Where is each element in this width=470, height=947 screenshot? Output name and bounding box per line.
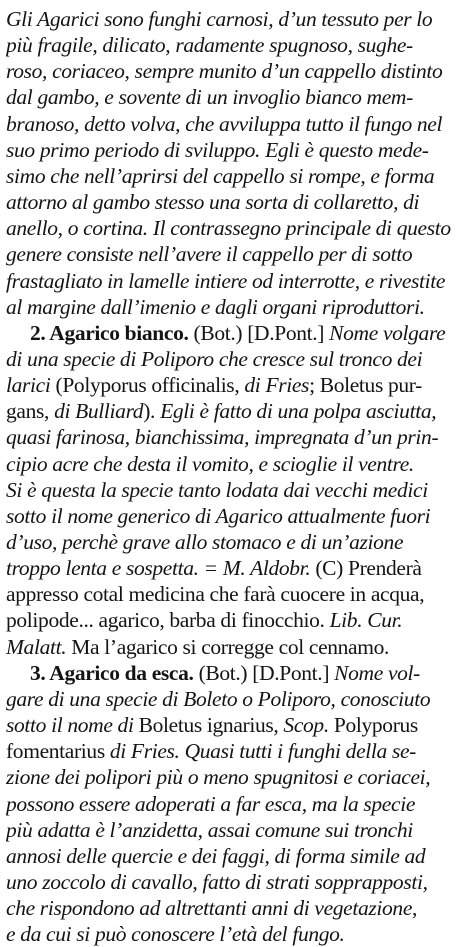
text-segment: larici	[6, 373, 51, 398]
text-segment: Lib. Cur.	[329, 608, 403, 633]
text-segment: (Polyporus officinalis,	[50, 373, 245, 398]
text-line	[6, 346, 464, 372]
text-line	[6, 163, 464, 189]
text-segment: sotto il nome generico di Agarico attualmente fuori	[6, 503, 431, 528]
text-line	[6, 477, 464, 503]
text-segment: gare di una specie di Boleto o Poliporo, conosciuto	[6, 686, 431, 711]
text-line	[6, 189, 464, 215]
text-segment: Malatt.	[6, 634, 67, 659]
text-line	[6, 111, 464, 137]
text-segment: al margine dall’imenio e dagli organi riproduttori.	[6, 294, 425, 319]
dictionary-page	[6, 4, 464, 947]
text-segment: cipio acre che desta il vomito, e scioglie il ventre.	[6, 451, 414, 476]
text-line	[6, 555, 464, 581]
text-segment: appresso cotal medicina che farà cuocere in acqua,	[6, 582, 425, 607]
text-segment: Nome vol-	[334, 660, 420, 685]
text-line	[6, 607, 464, 633]
text-line	[6, 58, 464, 84]
text-segment: Boletus ignarius,	[133, 713, 284, 738]
text-segment: frastagliato in lamelle intiere od interrotte, e rivestite	[6, 268, 446, 293]
text-segment: troppo lenta e sospetta. = M. Aldobr.	[6, 556, 311, 581]
text-segment: ).	[143, 399, 161, 424]
text-line	[6, 372, 464, 398]
text-line	[6, 581, 464, 607]
text-line	[6, 817, 464, 843]
text-segment: (Bot.) [D.Pont.]	[188, 320, 330, 345]
text-segment: dal gambo, e sovente di un invoglio bianco mem-	[6, 85, 413, 110]
text-line	[6, 32, 464, 58]
text-segment: Si è questa la specie tanto lodata dai vecchi medici	[6, 477, 428, 502]
text-segment: polipode... agarico, barba di finocchio.	[6, 608, 330, 633]
text-segment: uno zoccolo di cavallo, fatto di strati sopprapposti,	[6, 869, 428, 894]
text-segment: che rispondono ad altrettanti anni di vegetazione,	[6, 896, 418, 921]
text-segment: gans,	[6, 399, 55, 424]
text-line	[6, 215, 464, 241]
text-line	[6, 764, 464, 790]
text-segment: Polyporus	[328, 713, 418, 738]
text-segment: suo primo periodo di sviluppo. Egli è questo mede-	[6, 137, 429, 162]
text-line	[6, 137, 464, 163]
text-segment: sotto il nome di	[6, 713, 134, 738]
text-segment: annosi delle quercie e dei faggi, di forma simile ad	[6, 843, 426, 868]
text-segment: di Fries. Quasi tutti i funghi della se-	[109, 739, 416, 764]
text-line	[6, 634, 464, 660]
text-segment: ; Boletus pur-	[309, 373, 422, 398]
text-line	[6, 529, 464, 555]
text-segment: branoso, detto volva, che avviluppa tutto il fungo nel	[6, 111, 443, 136]
text-segment: possono essere adoperati a far esca, ma la specie	[6, 791, 416, 816]
text-line	[6, 294, 464, 320]
text-segment: simo che nell’aprirsi del cappello si rompe, e forma	[6, 163, 435, 188]
text-line	[6, 686, 464, 712]
text-segment: Scop.	[283, 713, 329, 738]
text-line	[30, 660, 464, 686]
text-segment: anello, o cortina. Il contrassegno principale di questo	[6, 216, 451, 241]
text-line	[6, 869, 464, 895]
text-line	[6, 712, 464, 738]
text-line	[6, 241, 464, 267]
text-segment: fomentarius	[6, 739, 110, 764]
text-line	[6, 398, 464, 424]
text-segment: di Bulliard	[54, 399, 144, 424]
text-line	[6, 843, 464, 869]
text-line	[6, 84, 464, 110]
text-line	[6, 451, 464, 477]
text-line	[6, 268, 464, 294]
text-segment: roso, coriaceo, sempre munito d’un cappello distinto	[6, 59, 443, 84]
text-segment: Gli Agarici sono funghi carnosi, d’un tessuto per lo	[6, 7, 433, 31]
entry-headword: 2. Agarico bianco.	[30, 320, 189, 345]
text-line	[6, 503, 464, 529]
text-line	[6, 791, 464, 817]
text-segment: e da cui si può conoscere l’età del fungo.	[6, 922, 345, 947]
text-line	[6, 424, 464, 450]
text-segment: attorno al gambo stesso una sorta di collaretto, di	[6, 190, 420, 215]
text-segment: (Bot.) [D.Pont.]	[193, 660, 335, 685]
text-segment: di Fries	[244, 373, 310, 398]
text-segment: quasi farinosa, bianchissima, impregnata d’un prin-	[6, 425, 439, 450]
text-segment: più fragile, dilicato, radamente spugnoso, sughe-	[6, 33, 413, 58]
text-line	[6, 895, 464, 921]
text-segment: Nome volgare	[329, 320, 446, 345]
text-segment: zione dei polipori più o meno spugnitosi e coriacei,	[6, 765, 431, 790]
text-segment: (C) Prenderà	[310, 556, 422, 581]
entry-headword: 3. Agarico da esca.	[30, 660, 194, 685]
text-segment: Egli è fatto di una polpa asciutta,	[160, 399, 437, 424]
text-segment: più adatta è l’anzidetta, assai comune sui tronchi	[6, 817, 413, 842]
text-line	[6, 6, 464, 32]
text-segment: d’uso, perchè grave allo stomaco e di un’azione	[6, 530, 404, 554]
text-segment: di una specie di Poliporo che cresce sul tronco dei	[6, 346, 423, 371]
text-segment: genere consiste nell’avere il cappello per di sotto	[6, 242, 413, 267]
text-segment: Ma l’agarico si corregge col cennamo.	[66, 634, 390, 659]
text-line	[30, 320, 464, 346]
text-line	[6, 738, 464, 764]
text-line	[6, 921, 464, 947]
